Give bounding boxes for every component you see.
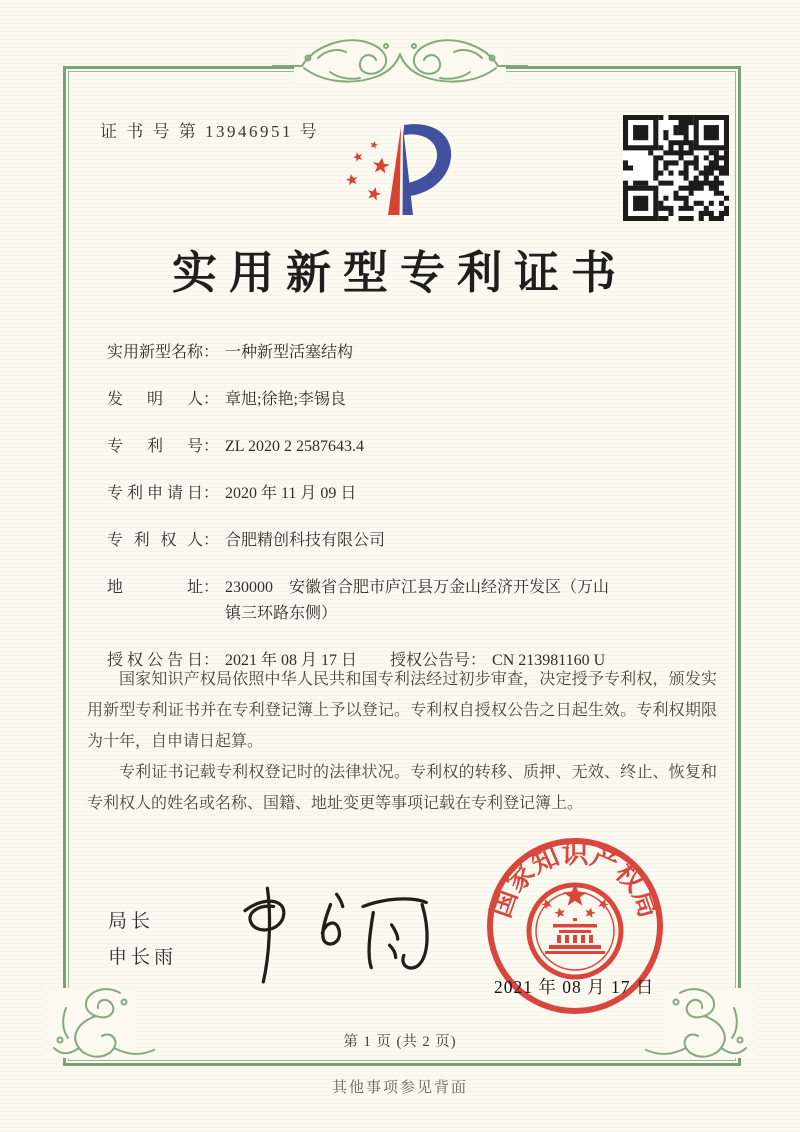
field-value: 2020 年 11 月 09 日 — [225, 485, 357, 502]
field-value: ZL 2020 2 2587643.4 — [225, 438, 364, 455]
field-label: 授权公告日 — [107, 652, 203, 669]
field-label: 专利申请日 — [107, 485, 203, 502]
field-colon: ： — [203, 485, 220, 502]
field-row-inventors — [107, 387, 707, 413]
certificate-number: 证 书 号 第 13946951 号 — [100, 122, 320, 141]
field-colon: ： — [203, 344, 220, 361]
commissioner-title: 局长 — [108, 911, 155, 932]
cnipa-patent-logo — [338, 112, 470, 238]
field-row-filing-date — [107, 481, 707, 507]
certificate-title: 实用新型专利证书 — [171, 248, 628, 298]
field-row-patent-number — [107, 434, 707, 460]
field-colon: ： — [203, 438, 220, 455]
field-value: 章旭;徐艳;李锡良 — [225, 391, 346, 408]
field-colon: ： — [203, 532, 220, 549]
field-label: 授权公告号 — [390, 652, 471, 669]
handwritten-signature — [222, 876, 437, 988]
commissioner-name: 申长雨 — [108, 947, 178, 968]
field-label: 发明人 — [107, 391, 203, 408]
field-colon: ： — [203, 579, 220, 596]
field-colon: ： — [470, 652, 487, 669]
field-colon: ： — [203, 652, 220, 669]
legal-paragraph-2: 专利证书记载专利权登记时的法律状况。专利权的转移、质押、无效、终止、恢复和专利权人的姓名或名称、国籍、地址变更等事项记载在专利登记簿上。 — [87, 764, 717, 812]
field-row-patentee — [107, 528, 707, 554]
legal-text — [87, 664, 717, 819]
seal-ring-text: 国家知识产权局 — [485, 838, 665, 922]
field-label: 地址 — [107, 579, 203, 596]
field-row-name — [107, 340, 707, 366]
field-value: 合肥精创科技有限公司 — [225, 532, 386, 549]
seal-date: 2021 年 08 月 17 日 — [494, 977, 655, 997]
legal-paragraph-1: 国家知识产权局依照中华人民共和国专利法经过初步审查，决定授予专利权，颁发实用新型专利证书并在专利登记簿上予以登记。专利权自授权公告之日起生效。专利权期限为十年，自申请日起算。 — [87, 671, 717, 750]
field-value: 一种新型活塞结构 — [225, 344, 354, 361]
back-side-note: 其他事项参见背面 — [331, 1080, 468, 1096]
qr-code — [623, 115, 729, 221]
page-number: 第 1 页 (共 2 页) — [343, 1034, 457, 1050]
field-label: 专利号 — [107, 438, 203, 455]
svg-text:国家知识产权局 — [486, 839, 665, 922]
field-list — [107, 340, 707, 695]
field-value: CN 213981160 U — [492, 652, 606, 669]
national-emblem — [529, 884, 621, 977]
field-colon: ： — [203, 391, 220, 408]
field-label: 专利权人 — [107, 532, 203, 549]
field-value: 230000 安徽省合肥市庐江县万金山经济开发区（万山镇三环路东侧） — [225, 579, 610, 622]
field-label: 实用新型名称 — [107, 344, 204, 361]
top-flourish-ornament — [272, 28, 528, 94]
field-value: 2021 年 08 月 17 日 — [225, 652, 358, 669]
field-row-address — [107, 575, 707, 627]
